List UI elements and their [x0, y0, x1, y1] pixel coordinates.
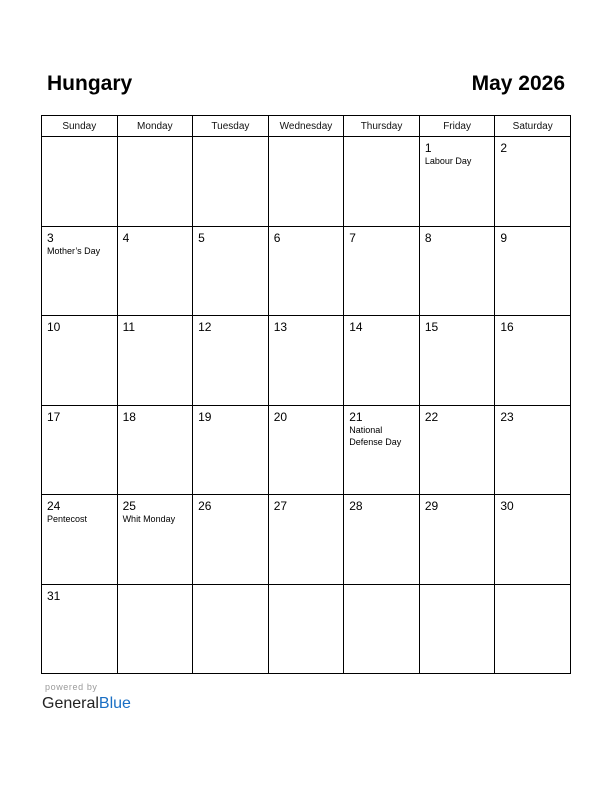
- day-cell: [419, 137, 495, 227]
- day-cell: [495, 226, 571, 316]
- week-row-6: [42, 584, 571, 674]
- day-number: 20: [273, 409, 288, 424]
- day-number: 7: [349, 230, 356, 245]
- day-number: 29: [424, 499, 439, 513]
- day-number: 18: [122, 409, 136, 424]
- day-number: 1: [424, 141, 432, 155]
- week-row-2: [42, 226, 571, 316]
- holiday-label: Mother’s Day: [47, 245, 101, 256]
- day-cell: [268, 495, 344, 585]
- month-year-title: May 2026: [471, 72, 565, 95]
- day-cell: [193, 226, 269, 316]
- day-number: 30: [500, 499, 514, 513]
- brand-general-text: General: [42, 695, 99, 712]
- generalblue-logo[interactable]: [42, 694, 131, 714]
- day-cell: [495, 584, 571, 674]
- day-number: 5: [198, 230, 205, 245]
- day-cell: [268, 584, 344, 674]
- day-number: 13: [273, 320, 288, 334]
- week-row-1: [42, 137, 571, 227]
- day-cell: [419, 226, 495, 316]
- weekday-tuesday: Tuesday: [193, 116, 269, 137]
- day-cell: [268, 316, 344, 406]
- day-cell: [117, 316, 193, 406]
- day-number: 3: [47, 230, 54, 245]
- day-cell: [495, 495, 571, 585]
- week-row-4: [42, 405, 571, 495]
- day-number: 21: [349, 409, 363, 424]
- weekday-saturday: Saturday: [495, 116, 571, 137]
- day-cell: [344, 584, 420, 674]
- day-number: 14: [349, 320, 363, 334]
- day-cell: [193, 495, 269, 585]
- weekday-sunday: Sunday: [42, 116, 118, 137]
- day-cell: [42, 316, 118, 406]
- day-number: 16: [500, 320, 514, 334]
- day-cell: [268, 405, 344, 495]
- day-cell: [117, 495, 193, 585]
- day-cell: [42, 495, 118, 585]
- day-number: 19: [198, 409, 212, 424]
- day-cell: [344, 316, 420, 406]
- day-cell: [117, 405, 193, 495]
- day-number: 28: [349, 499, 363, 513]
- day-cell: [419, 584, 495, 674]
- day-number: 11: [122, 320, 136, 334]
- day-number: 9: [500, 230, 508, 245]
- day-number: 24: [47, 499, 61, 513]
- day-cell: [495, 137, 571, 227]
- brand-blue-text: Blue: [98, 695, 131, 712]
- footer-branding: [42, 682, 131, 714]
- country-title: Hungary: [47, 72, 133, 95]
- day-cell: [193, 584, 269, 674]
- holiday-label: Labour Day: [424, 156, 472, 166]
- calendar-grid: [41, 115, 571, 674]
- day-cell: [42, 405, 118, 495]
- day-cell: [495, 405, 571, 495]
- powered-by-label: powered by: [45, 682, 98, 692]
- holiday-label: National Defense Day: [349, 424, 402, 447]
- day-cell: [42, 226, 118, 316]
- day-number: 25: [122, 499, 136, 513]
- day-cell: [344, 137, 420, 227]
- day-cell: [193, 316, 269, 406]
- day-number: 6: [273, 230, 281, 245]
- day-number: 12: [198, 320, 212, 334]
- weekday-header-row: [42, 116, 571, 137]
- day-cell: [117, 584, 193, 674]
- day-number: 27: [273, 499, 288, 513]
- day-cell: [117, 137, 193, 227]
- holiday-label: Pentecost: [47, 514, 88, 524]
- day-cell: [42, 137, 118, 227]
- day-cell: [419, 495, 495, 585]
- day-cell: [193, 137, 269, 227]
- week-row-3: [42, 316, 571, 406]
- day-number: 23: [500, 409, 514, 424]
- day-cell: [419, 405, 495, 495]
- day-number: 31: [47, 588, 61, 603]
- weekday-monday: Monday: [117, 116, 193, 137]
- day-cell: [117, 226, 193, 316]
- day-cell: [344, 495, 420, 585]
- day-cell: [42, 584, 118, 674]
- day-number: 10: [47, 320, 61, 334]
- day-cell: [268, 137, 344, 227]
- weekday-friday: Friday: [419, 116, 495, 137]
- day-number: 17: [47, 409, 61, 424]
- weekday-wednesday: Wednesday: [268, 116, 344, 137]
- day-number: 4: [122, 230, 130, 245]
- day-number: 15: [424, 320, 439, 334]
- day-cell: [344, 405, 420, 495]
- weekday-thursday: Thursday: [344, 116, 420, 137]
- day-cell: [268, 226, 344, 316]
- week-row-5: [42, 495, 571, 585]
- holiday-label: Whit Monday: [122, 514, 176, 524]
- day-number: 8: [424, 230, 432, 245]
- day-cell: [193, 405, 269, 495]
- day-number: 22: [424, 409, 439, 424]
- day-cell: [419, 316, 495, 406]
- day-cell: [495, 316, 571, 406]
- day-number: 26: [198, 499, 212, 513]
- day-number: 2: [500, 141, 508, 155]
- day-cell: [344, 226, 420, 316]
